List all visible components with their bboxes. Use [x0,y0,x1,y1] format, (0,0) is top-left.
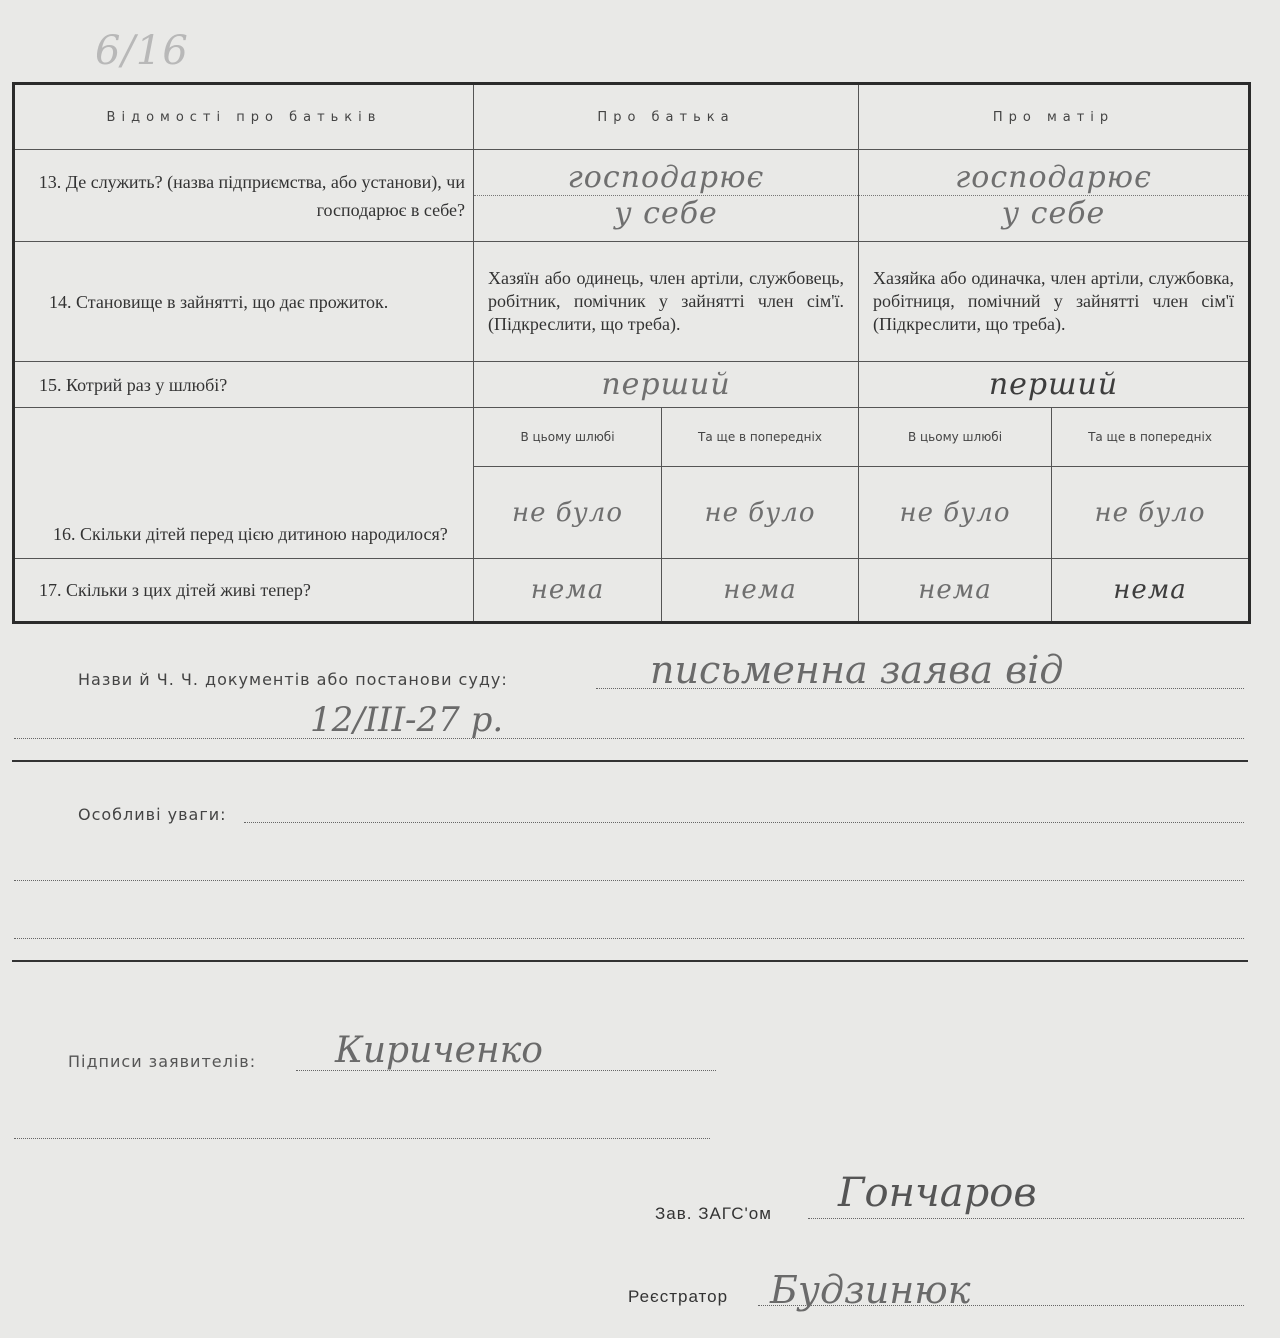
mother-previous-subheader: Та ще в попередніх [1052,408,1250,467]
zags-head-label: Зав. ЗАГС'ом [655,1204,772,1223]
mother-this-marriage-subheader: В цьому шлюбі [859,408,1052,467]
row-question-14 [14,242,1250,362]
mother-workplace-cell [859,150,1250,242]
mother-children-this: не було [899,497,1011,528]
father-occupation-options: Хазяїн або одинець, член артіли, службовець, робітник, помічник у зайнятті член сім'ї. (Підкреслити, що треба). [474,242,859,362]
row-question-16-subheader [14,408,1250,467]
table-header-row [14,84,1250,150]
father-this-marriage-subheader: В цьому шлюбі [474,408,662,467]
header-about-mother: Про матір [859,84,1250,150]
applicants-signature: Кириченко [335,1030,543,1071]
mother-workplace-line1: господарює [955,160,1152,195]
documents-value-line2: 12/III-27 р. [310,700,504,740]
documents-label: Назви й Ч. Ч. документів або постанови суду: [78,670,508,689]
mother-marriage-count-cell [859,362,1250,408]
row-question-13 [14,150,1250,242]
father-children-prev-cell [662,467,859,559]
section-divider-2 [12,960,1248,962]
mother-living-this: нема [918,575,992,605]
zags-head-signature-line [808,1218,1244,1219]
row-question-17 [14,559,1250,623]
row-question-15 [14,362,1250,408]
documents-value-line1: письменна заява від [650,648,1064,692]
registrar-signature: Будзинюк [770,1268,971,1312]
question-17-label: 17. Скільки з цих дітей живі тепер? [14,559,474,623]
header-about-father: Про батька [474,84,859,150]
father-workplace-line1: господарює [567,160,765,195]
father-marriage-count: перший [601,367,731,402]
question-14-label: 14. Становище в зайнятті, що дає прожиток. [14,242,474,362]
father-living-prev: нема [723,575,797,605]
mother-living-this-cell [859,559,1052,623]
remarks-line-2 [14,880,1244,881]
documents-line-2 [14,738,1244,739]
remarks-line-1 [244,822,1244,823]
zags-head-signature: Гончаров [838,1170,1037,1216]
page-number-mark: 6/16 [95,28,189,74]
father-children-this: не було [512,497,623,528]
parents-info-table [12,82,1251,624]
mother-children-prev-cell [1052,467,1250,559]
section-divider-1 [12,760,1248,762]
mother-living-prev-cell [1052,559,1250,623]
applicants-signature-line-2 [14,1138,710,1139]
mother-children-this-cell [859,467,1052,559]
registrar-label: Реєстратор [628,1287,729,1306]
header-parents-info: Відомості про батьків [14,84,474,150]
father-living-this-cell [474,559,662,623]
father-workplace-line2: у себе [614,196,718,231]
father-marriage-count-cell [474,362,859,408]
mother-children-prev: не було [1094,497,1206,528]
father-living-prev-cell [662,559,859,623]
question-16-label: 16. Скільки дітей перед цією дитиною народилося? [14,408,474,559]
father-previous-subheader: Та ще в попередніх [662,408,859,467]
father-children-this-cell [474,467,662,559]
father-children-prev: не було [704,497,816,528]
question-13-label: 13. Де служить? (назва підприємства, або установи), чи господарює в себе? [14,150,474,242]
mother-living-prev: нема [1113,575,1187,605]
remarks-label: Особливі уваги: [78,805,227,824]
mother-workplace-line2: у себе [1001,196,1106,231]
father-living-this: нема [530,575,605,605]
applicants-signature-label: Підписи заявителів: [68,1052,257,1071]
question-15-label: 15. Котрий раз у шлюбі? [14,362,474,408]
remarks-line-3 [14,938,1244,939]
mother-marriage-count: перший [988,367,1119,402]
mother-occupation-options: Хазяйка або одиначка, член артіли, службовка, робітниця, помічний у зайнятті член сім'ї (Підкреслити, що треба). [859,242,1250,362]
father-workplace-cell [474,150,859,242]
